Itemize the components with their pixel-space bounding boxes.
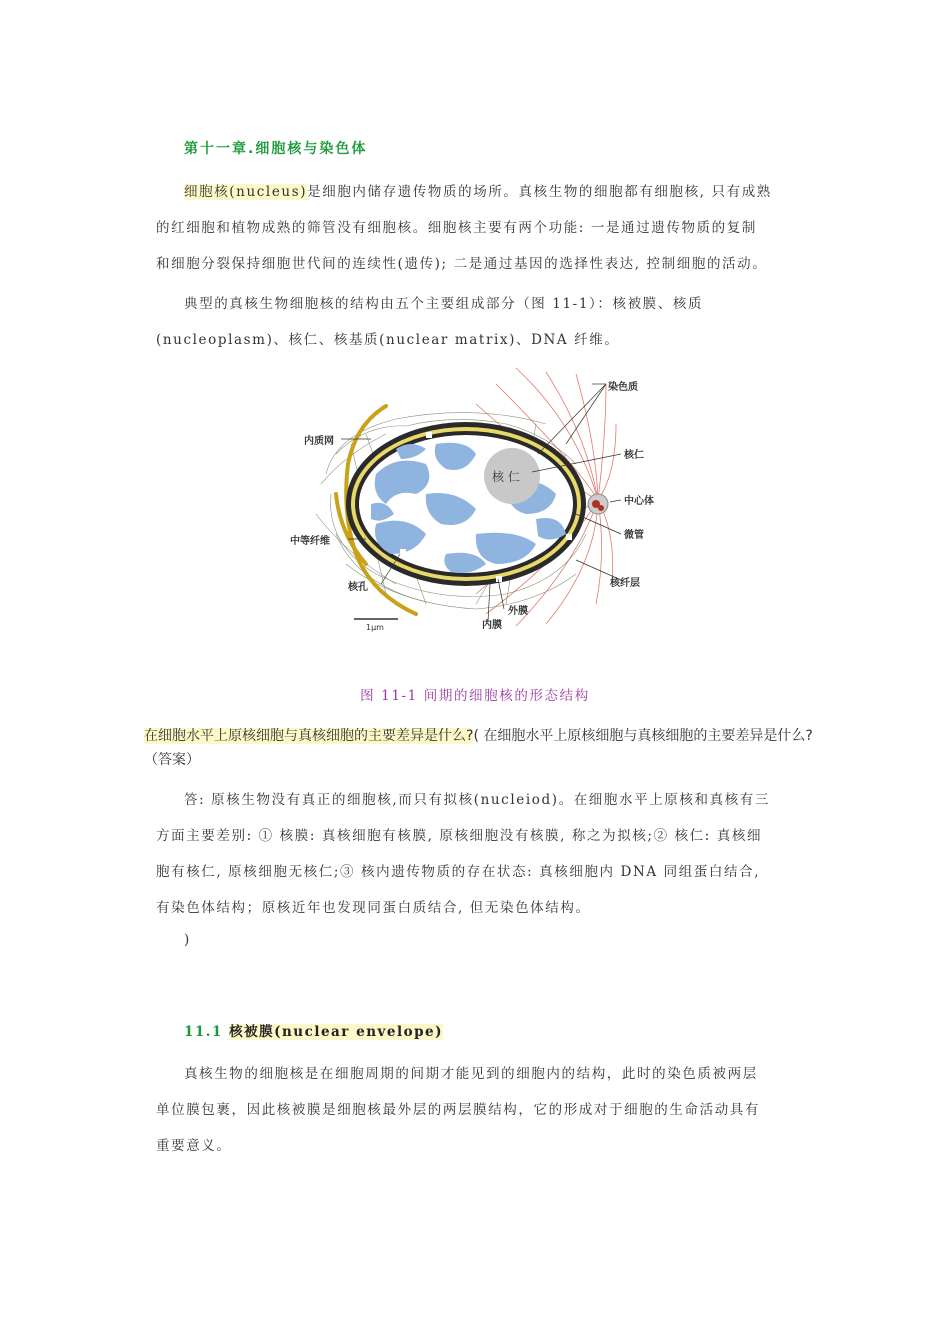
section-title: 核被膜(nuclear envelope) [229, 1024, 443, 1040]
term-nucleus: 细胞核(nucleus) [184, 184, 308, 200]
label-intermediate-filament: 中等纤维 [290, 536, 330, 547]
label-outer-membrane: 外膜 [508, 606, 528, 617]
nucleolus-marks: 核 仁 [492, 470, 520, 484]
intro-paragraph [156, 174, 796, 282]
chapter-title: 第十一章.细胞核与染色体 [184, 141, 368, 157]
answer-close: ) [184, 932, 190, 948]
section-line-1: 真核生物的细胞核是在细胞周期的间期才能见到的细胞内的结构，此时的染色质被两层 [184, 1066, 758, 1082]
intro-line-1-rest: 是细胞内储存遗传物质的场所。真核生物的细胞都有细胞核, 只有成熟 [307, 184, 772, 200]
label-centrosome: 中心体 [624, 496, 654, 507]
structure-paragraph [156, 286, 796, 358]
question-highlighted: 在细胞水平上原核细胞与真核细胞的主要差异是什么? [144, 728, 474, 744]
section-number: 11.1 [184, 1024, 223, 1040]
intro-line-3: 和细胞分裂保持细胞世代间的连续性(遗传); 二是通过基因的选择性表达, 控制细胞的活动。 [156, 256, 768, 272]
intro-line-1 [156, 174, 796, 210]
structure-line-1: 典型的真核生物细胞核的结构由五个主要组成部分（图 11-1）：核被膜、核质 [184, 296, 704, 312]
section-line-3: 重要意义。 [156, 1138, 232, 1154]
answer-line-4: 有染色体结构；原核近年也发现同蛋白质结合, 但无染色体结构。 [156, 900, 591, 916]
question-rest: ( 在细胞水平上原核细胞与真核细胞的主要差异是什么?（答案） [144, 728, 813, 768]
figure-caption: 图 11-1 间期的细胞核的形态结构 [360, 688, 590, 704]
label-nuclear-lamina: 核纤层 [610, 578, 640, 589]
answer-line-1: 答: 原核生物没有真正的细胞核,而只有拟核(nucleiod)。在细胞水平上原核和真核有三 [184, 792, 771, 808]
label-chromatin: 染色质 [608, 382, 638, 393]
answer-line-3: 胞有核仁, 原核细胞无核仁;③ 核内遗传物质的存在状态: 真核细胞内 DNA 同组蛋白结合, [156, 864, 761, 880]
section-paragraph [156, 1056, 796, 1164]
label-nucleolus: 核仁 [624, 450, 644, 461]
answer-line-2: 方面主要差别: ① 核膜: 真核细胞有核膜, 原核细胞没有核膜, 称之为拟核;② 核仁: 真核细 [156, 828, 763, 844]
question [144, 724, 816, 772]
nucleus-figure [276, 364, 686, 636]
answer-paragraph [156, 782, 806, 926]
label-er: 内质网 [304, 436, 334, 447]
structure-line-2: (nucleoplasm)、核仁、核基质(nuclear matrix)、DNA 纤维。 [156, 332, 620, 348]
label-scale: 1μm [366, 623, 384, 632]
label-nuclear-pore: 核孔 [348, 582, 368, 593]
label-microtubule: 微管 [624, 530, 644, 541]
label-inner-membrane: 内膜 [482, 620, 502, 631]
intro-line-2: 的红细胞和植物成熟的筛管没有细胞核。细胞核主要有两个功能: 一是通过遗传物质的复制 [156, 220, 757, 236]
section-heading [184, 1020, 443, 1040]
section-line-2: 单位膜包裹，因此核被膜是细胞核最外层的两层膜结构，它的形成对于细胞的生命活动具有 [156, 1102, 760, 1118]
